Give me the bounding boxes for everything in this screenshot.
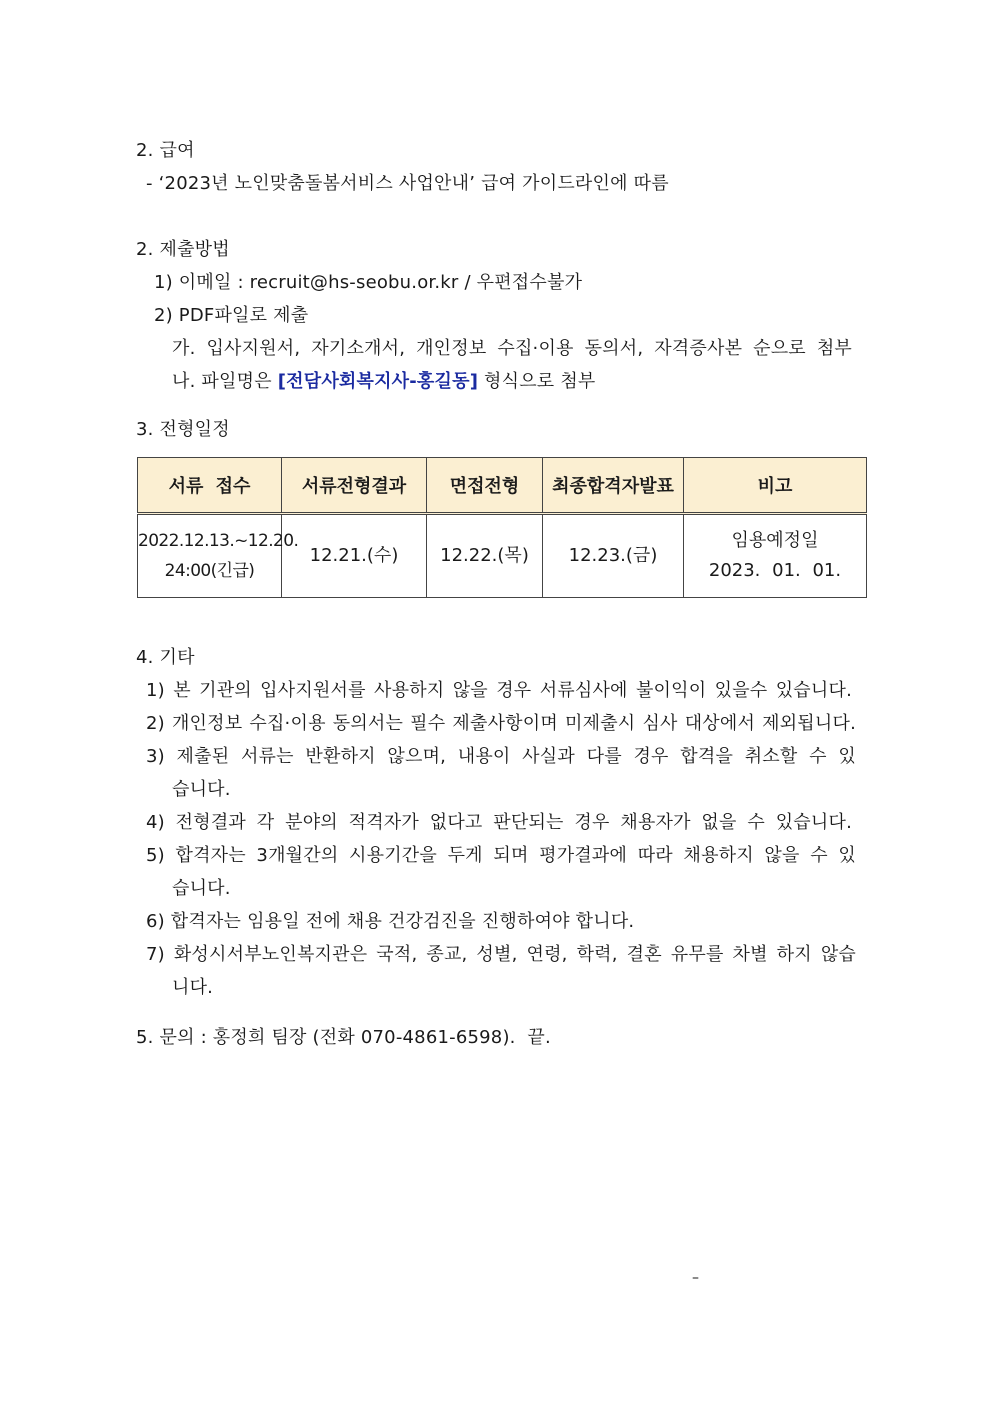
etc-item-3: 3) 제출된 서류는 반환하지 않으며, 내용이 사실과 다를 경우 합격을 취소할 수 있 — [146, 746, 856, 767]
submit-sub-a: 가. 입사지원서, 자기소개서, 개인정보 수집·이용 동의서, 자격증사본 순으로 첨부 — [172, 338, 852, 359]
etc-item-1: 1) 본 기관의 입사지원서를 사용하지 않을 경우 서류심사에 불이익이 있을수 있습니다. — [146, 680, 852, 701]
etc-item-3-cont: 습니다. — [172, 779, 231, 800]
etc-item-2: 2) 개인정보 수집·이용 동의서는 필수 제출사항이며 미제출시 심사 대상에서 제외됩니다. — [146, 713, 856, 734]
etc-item-6: 6) 합격자는 임용일 전에 채용 건강검진을 진행하여야 합니다. — [146, 911, 635, 932]
etc-item-7: 7) 화성시서부노인복지관은 국적, 종교, 성별, 연령, 학력, 결혼 유무를 차별 하지 않습 — [146, 944, 856, 965]
contact-line: 5. 문의 : 홍정희 팀장 (전화 070-4861-6598). 끝. — [136, 1027, 551, 1048]
cell-final: 12.23.(금) — [543, 514, 684, 598]
header-interview: 면접전형 — [427, 458, 543, 514]
filename-format: [전담사회복지사-홍길동] — [277, 371, 479, 392]
header-final: 최종합격자발표 — [543, 458, 684, 514]
table-row — [138, 514, 867, 598]
cell-note: 임용예정일 2023. 01. 01. — [684, 514, 867, 598]
schedule-table — [137, 457, 867, 598]
etc-item-7-cont: 니다. — [172, 977, 214, 998]
header-note: 비고 — [684, 458, 867, 514]
cell-interview: 12.22.(목) — [427, 514, 543, 598]
etc-item-4: 4) 전형결과 각 분야의 적격자가 없다고 판단되는 경우 채용자가 없을 수 있습니다. — [146, 812, 852, 833]
page-mark: – — [692, 1270, 699, 1286]
submit-item-email: 1) 이메일 : recruit@hs-seobu.or.kr / 우편접수불가 — [154, 272, 583, 293]
submit-item-pdf: 2) PDF파일로 제출 — [154, 305, 309, 326]
salary-heading: 2. 급여 — [136, 140, 195, 161]
cell-doc-result: 12.21.(수) — [282, 514, 427, 598]
cell-doc-period: 2022.12.13.~12.20. 24:00(긴급) — [138, 514, 282, 598]
etc-item-5: 5) 합격자는 3개월간의 시용기간을 두게 되며 평가결과에 따라 채용하지 않을 수 있 — [146, 845, 856, 866]
header-doc-receipt: 서류 접수 — [138, 458, 282, 514]
etc-heading: 4. 기타 — [136, 647, 195, 668]
submit-sub-b: 나. 파일명은 [전담사회복지사-홍길동] 형식으로 첨부 — [172, 371, 596, 392]
schedule-heading: 3. 전형일정 — [136, 419, 230, 440]
etc-item-5-cont: 습니다. — [172, 878, 231, 899]
header-doc-result: 서류전형결과 — [282, 458, 427, 514]
schedule-header-row — [138, 458, 867, 514]
submit-heading: 2. 제출방법 — [136, 239, 230, 260]
salary-item: - ‘2023년 노인맞춤돌봄서비스 사업안내’ 급여 가이드라인에 따름 — [146, 173, 669, 194]
